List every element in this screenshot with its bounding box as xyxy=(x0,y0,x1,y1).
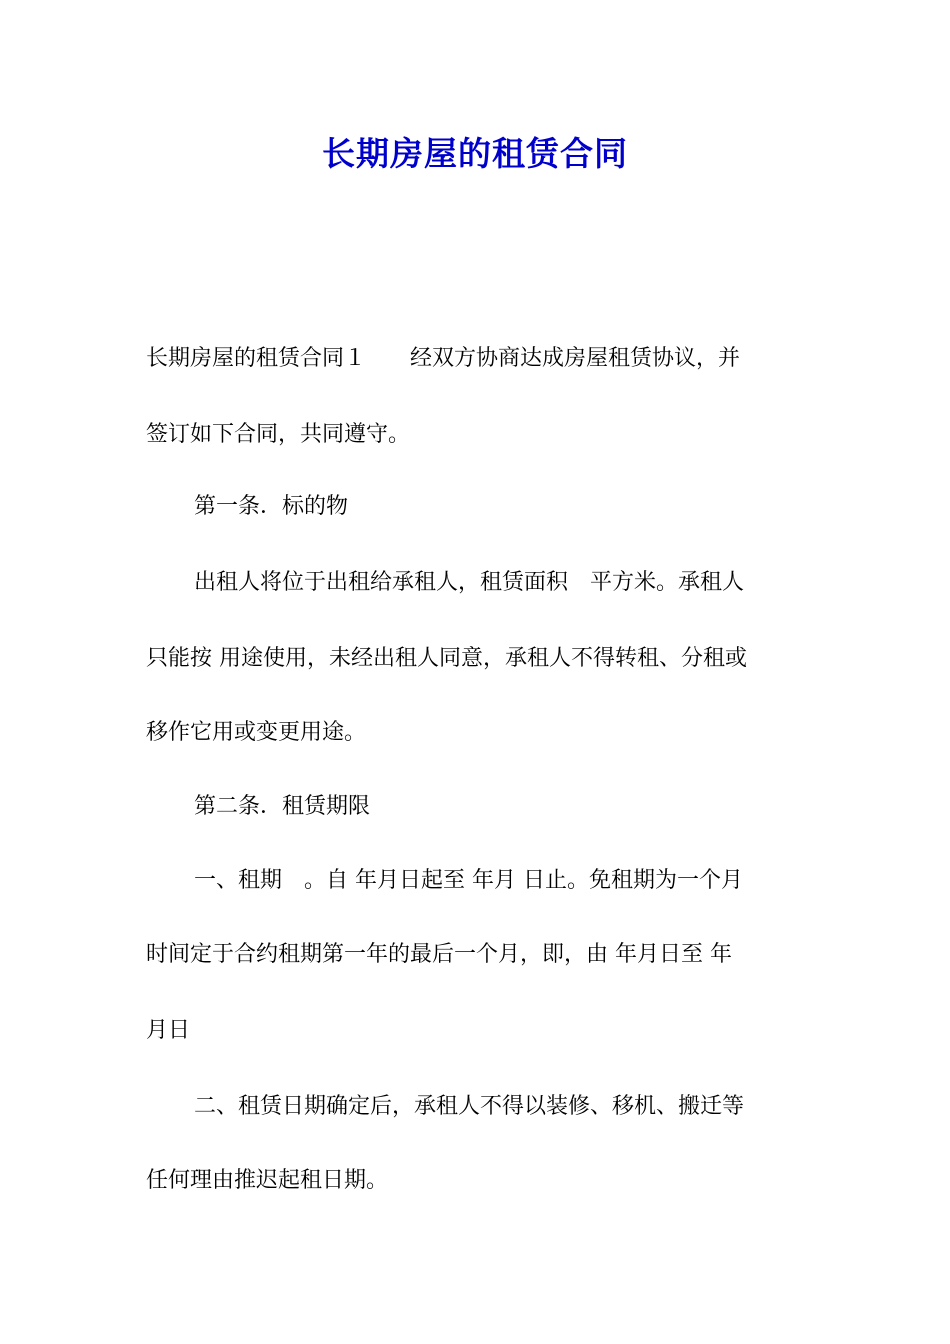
paragraph-line: 长期房屋的租赁合同１ 经双方协商达成房屋租赁协议，并 xyxy=(146,346,741,371)
article-heading: 第一条．标的物 xyxy=(194,494,349,519)
paragraph-line: 一、租期 。自 年月日起至 年月 日止。免租期为一个月 xyxy=(194,868,743,893)
article-heading: 第二条．租赁期限 xyxy=(194,794,371,819)
paragraph-line: 移作它用或变更用途。 xyxy=(146,720,367,745)
paragraph-line: 签订如下合同，共同遵守。 xyxy=(146,422,411,447)
paragraph-line: 只能按 用途使用，未经出租人同意，承租人不得转租、分租或 xyxy=(146,646,747,671)
paragraph-line: 月日 xyxy=(146,1018,191,1043)
paragraph-line: 任何理由推迟起租日期。 xyxy=(146,1168,389,1193)
paragraph-line: 时间定于合约租期第一年的最后一个月，即，由 年月日至 年 xyxy=(146,942,732,967)
paragraph-line: 二、租赁日期确定后，承租人不得以装修、移机、搬迁等 xyxy=(194,1094,745,1119)
paragraph-line: 出租人将位于出租给承租人，租赁面积 平方米。承租人 xyxy=(194,570,745,595)
document-title: 长期房屋的租赁合同 xyxy=(322,134,628,173)
